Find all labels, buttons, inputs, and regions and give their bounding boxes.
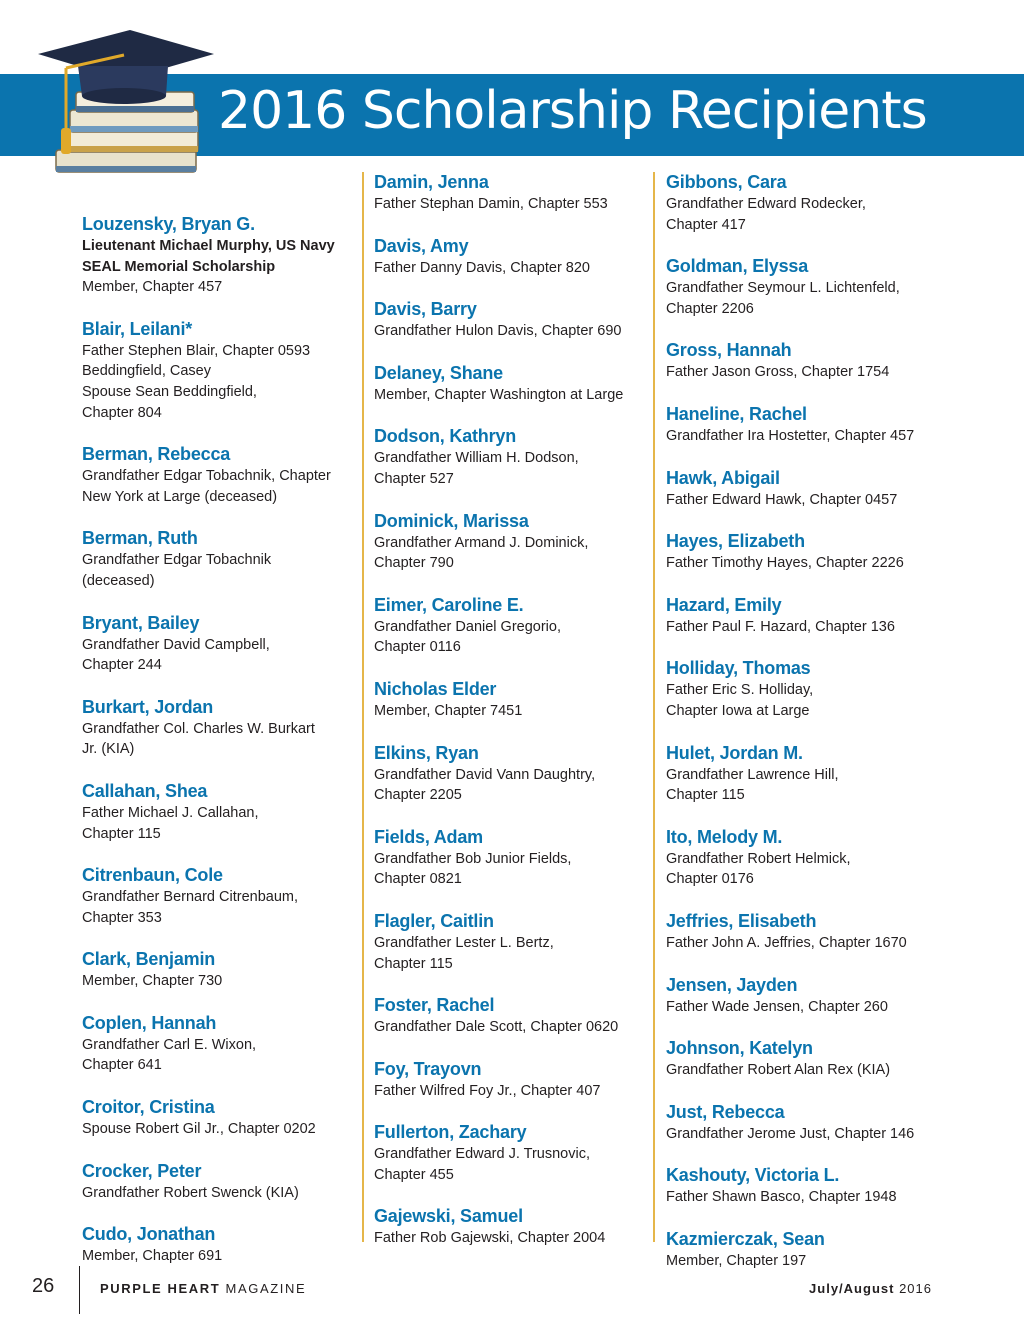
recipient-detail: Chapter 353 — [82, 909, 162, 926]
recipient-detail: (deceased) — [82, 572, 155, 589]
recipient-detail: Grandfather Bernard Citrenbaum, — [82, 889, 298, 906]
recipient-entry — [82, 1222, 352, 1267]
recipient-name: Haneline, Rachel — [666, 403, 807, 424]
recipient-detail: Grandfather Edgar Tobachnik, Chapter — [82, 468, 331, 485]
recipient-entry — [666, 1227, 936, 1272]
recipient-entry — [374, 1120, 644, 1185]
graduation-cap-books-icon — [18, 10, 218, 190]
recipients-column-2 — [374, 170, 644, 1268]
recipient-name: Hawk, Abigail — [666, 467, 780, 488]
recipient-entry — [82, 317, 352, 423]
recipient-entry — [374, 741, 644, 806]
recipients-column-3 — [666, 170, 936, 1290]
column-divider — [653, 172, 655, 1242]
recipient-name: Dominick, Marissa — [374, 510, 529, 531]
recipient-entry — [82, 1011, 352, 1076]
recipient-detail: Grandfather Edward J. Trusnovic, — [374, 1146, 590, 1163]
recipient-detail: Chapter 2206 — [666, 300, 754, 317]
book-stack-icon — [56, 92, 198, 172]
recipient-detail: Father Michael J. Callahan, — [82, 804, 259, 821]
recipient-name: Gross, Hannah — [666, 340, 792, 361]
recipient-entry — [666, 656, 936, 721]
recipient-detail: Spouse Robert Gil Jr., Chapter 0202 — [82, 1121, 316, 1138]
recipient-name: Burkart, Jordan — [82, 696, 214, 717]
recipient-entry — [374, 909, 644, 974]
recipient-name: Cudo, Jonathan — [82, 1224, 216, 1245]
recipient-entry — [82, 212, 352, 298]
recipient-name: Hayes, Elizabeth — [666, 531, 805, 552]
recipient-name: Damin, Jenna — [374, 172, 489, 192]
recipient-name: Ito, Melody M. — [666, 826, 783, 847]
recipient-entry — [374, 361, 644, 406]
recipient-detail: Grandfather David Campbell, — [82, 636, 270, 653]
recipient-detail: Father John A. Jeffries, Chapter 1670 — [666, 934, 907, 951]
recipient-detail: Member, Chapter 7451 — [374, 702, 523, 719]
recipient-name: Hazard, Emily — [666, 594, 782, 615]
recipient-detail: Grandfather Edgar Tobachnik — [82, 552, 272, 569]
recipient-detail: Chapter 115 — [374, 955, 453, 972]
recipient-name: Davis, Barry — [374, 299, 477, 320]
recipient-entry — [666, 973, 936, 1018]
recipient-detail: Chapter 641 — [82, 1057, 162, 1074]
recipient-entry — [374, 509, 644, 574]
recipient-entry — [82, 779, 352, 844]
column-divider — [362, 172, 364, 1242]
recipient-name: Eimer, Caroline E. — [374, 594, 524, 615]
recipient-name: Callahan, Shea — [82, 780, 208, 801]
recipient-detail: Chapter 527 — [374, 470, 454, 487]
recipient-detail: Member, Chapter 730 — [82, 973, 223, 990]
recipient-entry — [666, 1036, 936, 1081]
recipient-detail: Father Timothy Hayes, Chapter 2226 — [666, 555, 904, 572]
recipient-detail: Spouse Sean Beddingfield, — [82, 383, 257, 400]
recipient-entry — [82, 1159, 352, 1204]
recipient-detail: Chapter Iowa at Large — [666, 702, 810, 719]
recipient-detail: Grandfather Lester L. Bertz, — [374, 934, 554, 951]
recipient-detail: Grandfather David Vann Daughtry, — [374, 766, 596, 783]
recipient-entry — [666, 466, 936, 511]
recipient-detail: Grandfather Col. Charles W. Burkart — [82, 720, 315, 737]
recipient-detail: Grandfather Robert Alan Rex (KIA) — [666, 1062, 891, 1079]
recipient-entry — [666, 254, 936, 319]
recipient-name: Berman, Ruth — [82, 528, 198, 549]
recipient-detail: Chapter 0176 — [666, 871, 754, 888]
recipient-name: Holliday, Thomas — [666, 658, 811, 679]
recipient-entry — [374, 1057, 644, 1102]
recipient-entry — [666, 1100, 936, 1145]
recipient-name: Berman, Rebecca — [82, 444, 231, 465]
recipient-entry — [374, 1204, 644, 1249]
recipient-entry — [82, 611, 352, 676]
recipient-entry — [374, 993, 644, 1038]
recipient-name: Elkins, Ryan — [374, 742, 479, 763]
recipient-detail: Father Wade Jensen, Chapter 260 — [666, 998, 888, 1015]
recipient-name: Gajewski, Samuel — [374, 1206, 523, 1227]
recipients-column-1 — [82, 212, 352, 1286]
recipient-name: Delaney, Shane — [374, 362, 503, 383]
recipient-name: Gibbons, Cara — [666, 172, 787, 192]
footer-divider — [79, 1266, 80, 1314]
recipient-detail: Chapter 790 — [374, 555, 454, 572]
recipient-name: Just, Rebecca — [666, 1101, 785, 1122]
recipient-name: Blair, Leilani* — [82, 318, 193, 339]
recipient-name: Crocker, Peter — [82, 1160, 202, 1181]
recipient-detail: Father Danny Davis, Chapter 820 — [374, 259, 590, 276]
recipient-name: Johnson, Katelyn — [666, 1038, 813, 1059]
recipient-detail: Father Paul F. Hazard, Chapter 136 — [666, 618, 895, 635]
recipient-detail: Grandfather Seymour L. Lichtenfeld, — [666, 280, 900, 297]
scholarship-name: SEAL Memorial Scholarship — [82, 258, 276, 275]
recipient-detail: Grandfather Robert Swenck (KIA) — [82, 1184, 299, 1201]
recipient-detail: Jr. (KIA) — [82, 741, 135, 758]
recipient-name: Goldman, Elyssa — [666, 256, 809, 277]
scholarship-name: Lieutenant Michael Murphy, US Navy — [82, 238, 335, 254]
recipient-detail: Grandfather Bob Junior Fields, — [374, 850, 572, 867]
recipient-name: Citrenbaun, Cole — [82, 865, 223, 886]
recipient-detail: Grandfather Dale Scott, Chapter 0620 — [374, 1019, 619, 1036]
recipient-detail: Beddingfield, Casey — [82, 363, 211, 380]
recipient-detail: Member, Chapter 691 — [82, 1248, 223, 1265]
recipient-entry — [374, 593, 644, 658]
recipient-detail: Father Shawn Basco, Chapter 1948 — [666, 1189, 897, 1206]
recipient-detail: Grandfather William H. Dodson, — [374, 450, 579, 467]
recipient-detail: Chapter 417 — [666, 216, 746, 233]
page-number: 26 — [32, 1275, 55, 1297]
recipient-name: Clark, Benjamin — [82, 949, 216, 970]
recipient-detail: Father Eric S. Holliday, — [666, 682, 814, 699]
recipient-detail: Member, Chapter 197 — [666, 1252, 807, 1269]
recipient-entry — [374, 677, 644, 722]
recipient-detail: Father Edward Hawk, Chapter 0457 — [666, 491, 898, 508]
recipient-detail: Chapter 0116 — [374, 639, 461, 656]
recipient-name: Nicholas Elder — [374, 678, 497, 699]
recipient-detail: Member, Chapter 457 — [82, 279, 223, 296]
recipient-entry — [82, 947, 352, 992]
recipient-detail: Chapter 2205 — [374, 787, 462, 804]
recipient-detail: Father Wilfred Foy Jr., Chapter 407 — [374, 1082, 601, 1099]
recipient-detail: Father Stephen Blair, Chapter 0593 — [82, 342, 311, 359]
recipient-entry — [666, 825, 936, 890]
recipient-detail: Chapter 804 — [82, 404, 162, 421]
issue-year: 2016 — [894, 1281, 932, 1296]
recipient-name: Davis, Amy — [374, 235, 469, 256]
recipient-detail: Father Stephan Damin, Chapter 553 — [374, 196, 608, 212]
magazine-name-rest: MAGAZINE — [220, 1281, 307, 1296]
recipient-name: Kazmierczak, Sean — [666, 1228, 825, 1249]
page-title: 2016 Scholarship Recipients — [218, 81, 927, 141]
issue-date — [760, 1281, 932, 1296]
recipient-entry — [666, 170, 936, 235]
recipient-detail: Chapter 115 — [82, 825, 161, 842]
issue-month: July/August — [809, 1281, 895, 1296]
recipient-entry — [374, 234, 644, 279]
recipient-entry — [666, 529, 936, 574]
recipient-name: Jensen, Jayden — [666, 974, 798, 995]
recipient-detail: Grandfather Daniel Gregorio, — [374, 618, 561, 635]
recipient-entry — [374, 297, 644, 342]
recipient-entry — [374, 424, 644, 489]
recipient-detail: Chapter 0821 — [374, 871, 462, 888]
recipient-name: Fields, Adam — [374, 826, 483, 847]
recipient-entry — [82, 695, 352, 760]
recipient-detail: Member, Chapter Washington at Large — [374, 386, 624, 403]
recipient-entry — [82, 442, 352, 507]
recipient-detail: Grandfather Jerome Just, Chapter 146 — [666, 1125, 915, 1142]
recipient-detail: Grandfather Robert Helmick, — [666, 850, 851, 867]
recipient-entry — [666, 402, 936, 447]
recipient-detail: Chapter 115 — [666, 787, 745, 804]
recipient-name: Dodson, Kathryn — [374, 426, 517, 447]
recipient-detail: Father Jason Gross, Chapter 1754 — [666, 364, 890, 381]
recipient-name: Flagler, Caitlin — [374, 910, 494, 931]
recipient-detail: Grandfather Ira Hostetter, Chapter 457 — [666, 427, 915, 444]
recipient-detail: Grandfather Hulon Davis, Chapter 690 — [374, 323, 622, 340]
recipient-entry — [666, 593, 936, 638]
recipient-entry — [374, 170, 644, 215]
recipient-entry — [666, 909, 936, 954]
recipient-detail: Father Rob Gajewski, Chapter 2004 — [374, 1230, 606, 1247]
recipient-detail: Grandfather Edward Rodecker, — [666, 196, 866, 212]
recipient-name: Kashouty, Victoria L. — [666, 1165, 840, 1186]
recipient-detail: Grandfather Lawrence Hill, — [666, 766, 839, 783]
recipient-entry — [82, 1095, 352, 1140]
recipient-name: Hulet, Jordan M. — [666, 742, 803, 763]
recipient-entry — [82, 863, 352, 928]
recipient-entry — [666, 741, 936, 806]
magazine-name — [100, 1281, 306, 1296]
recipient-name: Fullerton, Zachary — [374, 1122, 527, 1143]
recipient-detail: Chapter 244 — [82, 657, 162, 674]
recipient-name: Jeffries, Elisabeth — [666, 910, 817, 931]
recipient-entry — [82, 526, 352, 591]
recipient-detail: Grandfather Carl E. Wixon, — [82, 1036, 257, 1053]
recipient-name: Bryant, Bailey — [82, 612, 200, 633]
recipient-name: Foster, Rachel — [374, 995, 495, 1016]
recipient-entry — [374, 825, 644, 890]
magazine-name-bold: PURPLE HEART — [100, 1281, 221, 1296]
recipient-name: Foy, Trayovn — [374, 1058, 482, 1079]
recipient-name: Coplen, Hannah — [82, 1012, 217, 1033]
recipient-entry — [666, 1163, 936, 1208]
recipient-name: Louzensky, Bryan G. — [82, 214, 255, 234]
recipient-detail: New York at Large (deceased) — [82, 488, 278, 505]
recipient-detail: Chapter 455 — [374, 1166, 454, 1183]
recipient-name: Croitor, Cristina — [82, 1097, 215, 1118]
recipient-entry — [666, 338, 936, 383]
recipient-detail: Grandfather Armand J. Dominick, — [374, 534, 589, 551]
